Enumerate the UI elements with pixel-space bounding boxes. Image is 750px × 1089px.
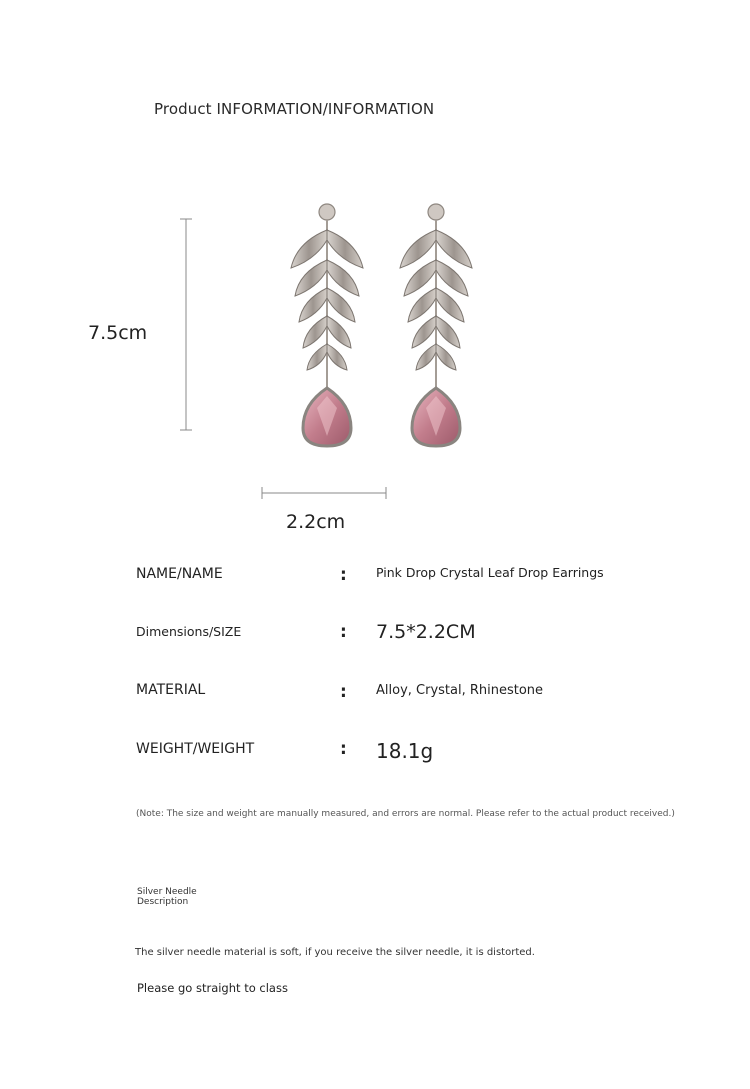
width-dimension-label: 2.2cm xyxy=(286,511,346,533)
earrings-image xyxy=(170,190,590,540)
spec-label: MATERIAL xyxy=(136,682,206,698)
spec-colon: : xyxy=(340,565,347,585)
height-dimension-label: 7.5cm xyxy=(88,322,148,344)
spec-label: WEIGHT/WEIGHT xyxy=(136,741,255,757)
spec-colon: : xyxy=(340,682,347,702)
spec-colon: : xyxy=(340,622,347,642)
spec-value: Alloy, Crystal, Rhinestone xyxy=(376,683,544,698)
silver-needle-title: Silver Needle Description xyxy=(137,887,197,907)
spec-label: Dimensions/SIZE xyxy=(136,624,242,639)
spec-value: 18.1g xyxy=(376,739,434,763)
silver-needle-action: Please go straight to class xyxy=(137,981,288,995)
silver-needle-description: The silver needle material is soft, if you receive the silver needle, it is distorted. xyxy=(135,947,535,958)
spec-value: 7.5*2.2CM xyxy=(376,621,476,643)
spec-colon: : xyxy=(340,739,347,759)
page-heading: Product INFORMATION/INFORMATION xyxy=(154,100,435,118)
spec-label: NAME/NAME xyxy=(136,566,223,582)
spec-value: Pink Drop Crystal Leaf Drop Earrings xyxy=(376,565,604,580)
measurement-note: (Note: The size and weight are manually measured, and errors are normal. Please refer to the actual product received.) xyxy=(136,809,675,819)
